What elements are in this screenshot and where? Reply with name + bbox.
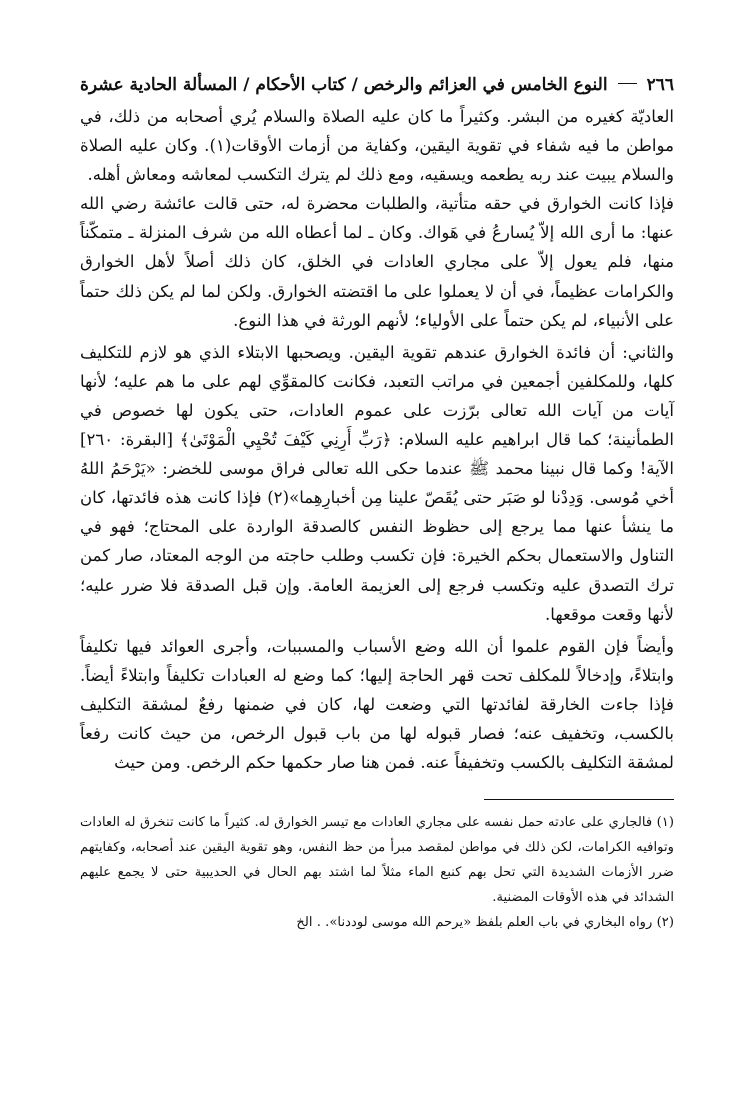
page-number: ٢٦٦ [646, 75, 674, 95]
running-header [80, 72, 674, 98]
main-text [80, 102, 674, 777]
running-title: النوع الخامس في العزائم والرخص / كتاب الأحكام / المسألة الحادية عشرة [80, 75, 608, 95]
header-rule [618, 83, 637, 84]
footnote: (٢) رواه البخاري في باب العلم بلفظ «يرحم الله موسى لوددنا». . الخ [296, 915, 674, 931]
paragraph: فإذا كانت الخوارق في حقه متأتية، والطلبات محضرة له، حتى قالت عائشة رضي الله عنها: ما أرى الله إلاّ يُسارعُ في هَواك. وكان ـ لما أعطاه الله من شرف المنزلة ـ متمكّناً منها، فلم يعول إلاّ على مجاري العادات في الخلق، كان ذلك أصلاً لأهل الخوارق والكرامات عظيماً، في أن لا يعملوا على ما اقتضته الخوارق. ولكن لما لم يكن ذلك حتماً على الأنبياء، لم يكن حتماً على الأولياء؛ لأنهم الورثة في هذا النوع. [80, 194, 674, 330]
paragraph: العاديّة كغيره من البشر. وكثيراً ما كان عليه الصلاة والسلام يُري أصحابه من ذلك، في مواطن ما فيه شفاء في تقوية اليقين، وكفاية من أزمات الأوقات(١). وكان عليه الصلاة والسلام يبيت عند ربه يطعمه ويسقيه، ومع ذلك لم يترك التكسب لمعاشه ومعاش أهله. [80, 107, 674, 185]
footnotes [80, 810, 674, 935]
footnote-separator [484, 799, 674, 800]
paragraph: والثاني: أن فائدة الخوارق عندهم تقوية اليقين. ويصحبها الابتلاء الذي هو لازم للتكليف كلها، وللمكلفين أجمعين في مراتب التعبد، فكانت كالمقوِّي لهم على ما هم عليه؛ لأنها آيات من آيات الله تعالى برّزت على عموم العادات، حتى يكون لها خصوص في الطمأنينة؛ كما قال ابراهيم عليه السلام: ﴿رَبِّ أَرِنِي كَيْفَ تُحْيِي الْمَوْتَىٰ﴾ [البقرة: ٢٦٠] الآية! وكما قال نبينا محمد ﷺ عندما حكى الله تعالى فراق موسى للخضر: «يَرْحَمُ اللهُ أخي مُوسى. وَدِدْنا لو صَبَر حتى يُقَصّ علينا مِن أخبارِهِما»(٢) فإذا كانت هذه فائدتها، كان ما ينشأ عنها مما يرجع إلى حظوظ النفس كالصدقة الواردة على المحتاج؛ فهو في التناول والاستعمال بحكم الخيرة: فإن تكسب وطلب حاجته من الوجه المعتاد، صار كمن ترك التصدق عليه وتكسب فرجع إلى العزيمة العامة. وإن قبل الصدقة فلا ضرر عليه؛ لأنها وقعت موقعها. [80, 342, 674, 624]
paragraph: وأيضاً فإن القوم علموا أن الله وضع الأسباب والمسببات، وأجرى العوائد فيها تكليفاً وابتلاءً، وإدخالاً للمكلف تحت قهر الحاجة إليها؛ كما وضع له العبادات تكليفاً وابتلاءً أيضاً. فإذا جاءت الخارقة لفائدتها التي وضعت لها، كان في ضمنها رفعٌ لمشقة التكليف بالكسب، وتخفيف عنه؛ فصار قبوله لها من باب قبول الرخص، من حيث كانت رفعاً لمشقة التكليف بالكسب وتخفيفاً عنه. فمن هنا صار حكمها حكم الرخص. ومن حيث [80, 636, 674, 773]
footnote: (١) فالجاري على عادته حمل نفسه على مجاري العادات مع تيسر الخوارق له. كثيراً ما كانت تنخرق له العادات وتوافيه الكرامات، لكن ذلك في مواطن لمقصد مبرأ من حظ النفس، وهو تقوية اليقين عند أصحابه، وكفايتهم ضرر الأزمات الشديدة التي تحل بهم كنبع الماء مثلاً لما اشتد بهم الحال في الحديبية حتى لا يجمع عليهم الشدائد في هذه الأوقات المضنية. [80, 815, 674, 906]
